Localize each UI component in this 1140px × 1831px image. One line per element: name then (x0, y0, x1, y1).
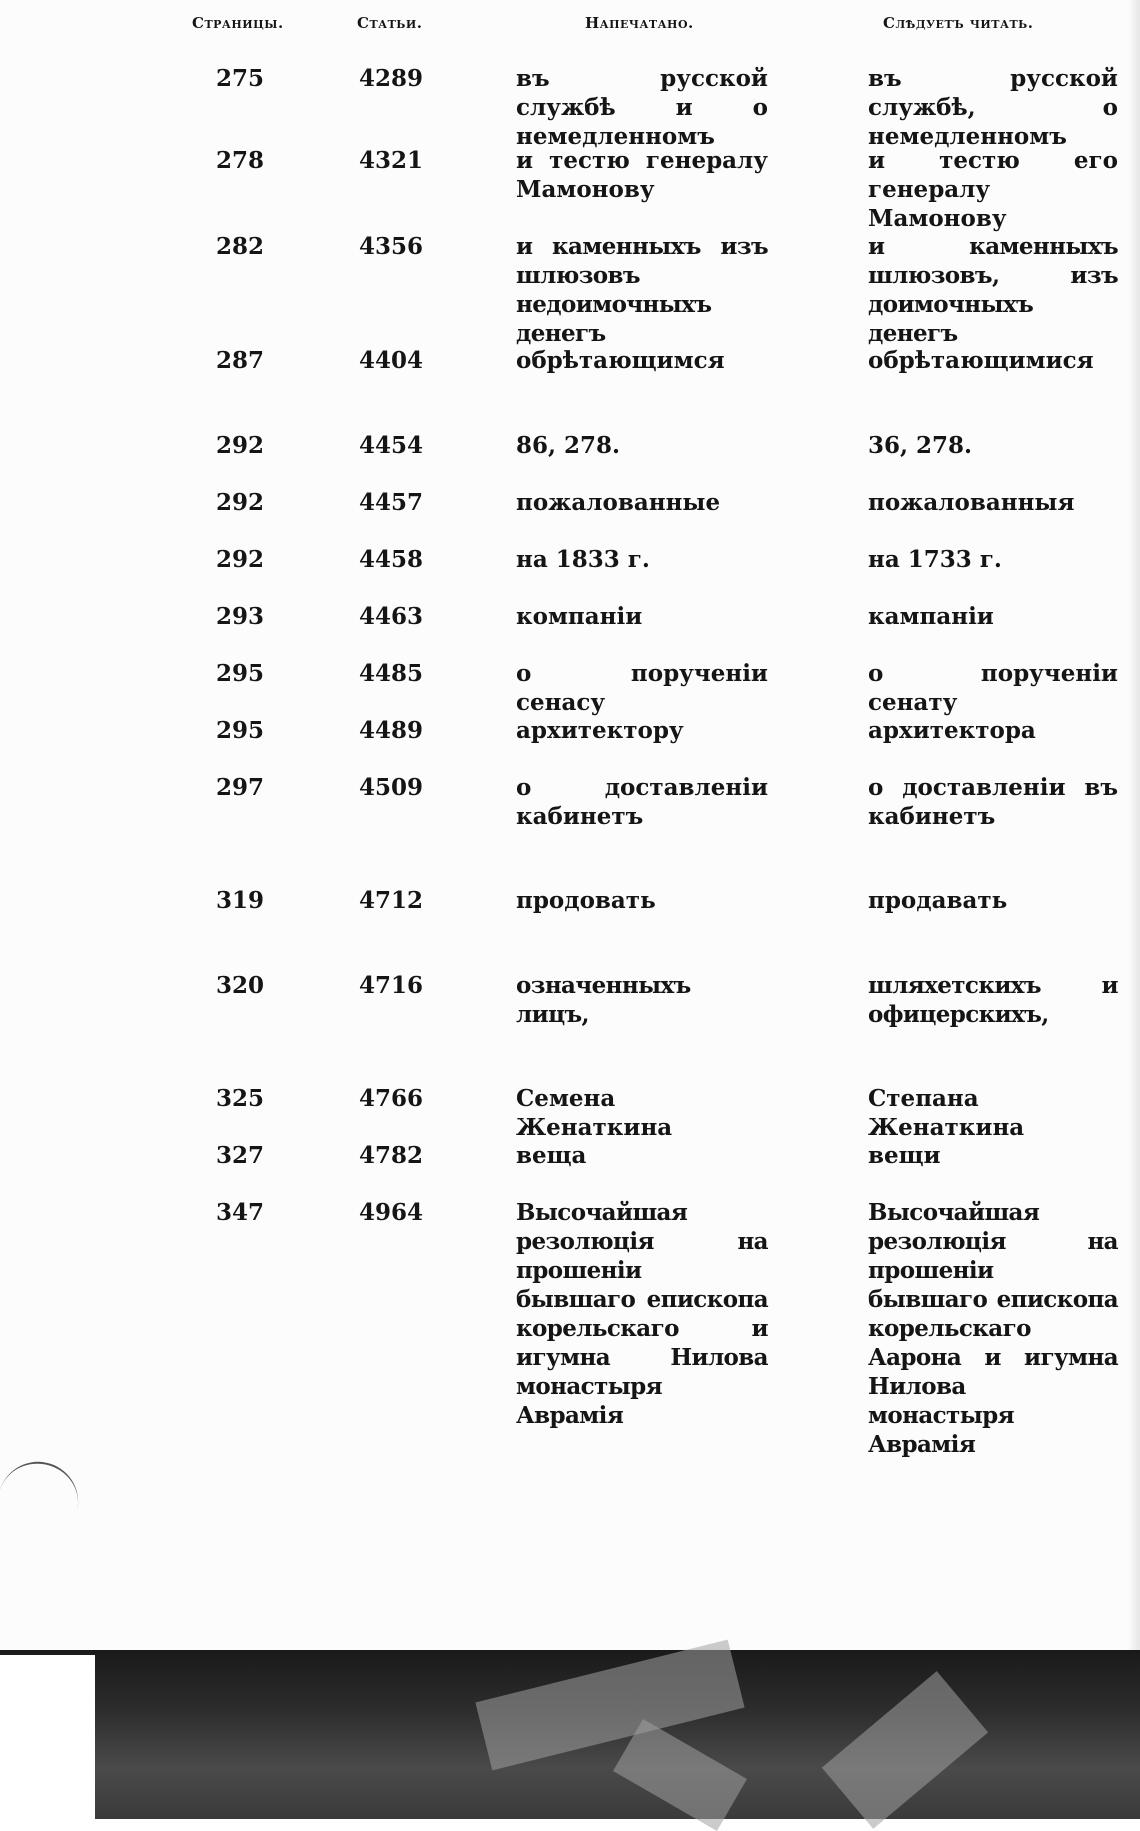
row-page: 327 (216, 1142, 265, 1169)
row-printed: веща (516, 1142, 587, 1169)
header-articles: Статьи. (357, 14, 423, 32)
row-printed: о доставленіи кабинетъ (516, 774, 768, 830)
row-printed: продовать (516, 887, 656, 914)
row-article: 4782 (359, 1142, 424, 1169)
row-should-read: въ русской службѣ, о немедленномъ (868, 65, 1118, 150)
row-article: 4321 (359, 147, 424, 174)
row-printed: въ русской службѣ и о немедленномъ (516, 65, 768, 150)
row-page: 320 (216, 972, 265, 999)
row-should-read: о доставленіи въ кабинетъ (868, 774, 1118, 830)
row-should-read: обрѣтающимися (868, 347, 1094, 374)
scan-corner-white (0, 1655, 95, 1819)
scan-background-area (0, 1650, 1140, 1819)
row-article: 4458 (359, 546, 424, 573)
row-printed: о порученіи сенасу (516, 660, 768, 716)
row-article: 4457 (359, 489, 424, 516)
row-page: 325 (216, 1085, 265, 1112)
row-page: 295 (216, 717, 265, 744)
page-fold-mark (0, 1454, 86, 1531)
row-page: 282 (216, 233, 265, 260)
row-page: 292 (216, 489, 265, 516)
row-article: 4964 (359, 1199, 424, 1226)
row-article: 4489 (359, 717, 424, 744)
row-page: 292 (216, 546, 265, 573)
scan-shard (822, 1671, 988, 1829)
row-page: 275 (216, 65, 265, 92)
row-should-read: Степана Женаткина (868, 1085, 1025, 1141)
row-should-read: и каменныхъ шлюзовъ, изъ доимочныхъ денегъ (868, 233, 1118, 347)
row-article: 4716 (359, 972, 424, 999)
row-printed: 86, 278. (516, 432, 621, 459)
row-should-read: о порученіи сенату (868, 660, 1118, 716)
row-should-read: пожалованныя (868, 489, 1075, 516)
row-should-read: архитектора (868, 717, 1036, 744)
row-printed: пожалованные (516, 489, 721, 516)
row-article: 4712 (359, 887, 424, 914)
row-page: 293 (216, 603, 265, 630)
row-printed: Высочайшая резолюція на прошеніи бывшаго епископа корельскаго и игумна Нилова монастыря Аврамія (516, 1199, 768, 1429)
column-headers (0, 14, 1140, 38)
row-should-read: вещи (868, 1142, 941, 1169)
row-printed: Семена Женаткина (516, 1085, 673, 1141)
row-should-read: и тестю его генералу Мамонову (868, 147, 1118, 232)
row-page: 347 (216, 1199, 265, 1226)
row-article: 4463 (359, 603, 424, 630)
row-page: 292 (216, 432, 265, 459)
row-printed: и каменныхъ изъ шлюзовъ недоимочныхъ денегъ (516, 233, 768, 347)
row-article: 4289 (359, 65, 424, 92)
row-page: 295 (216, 660, 265, 687)
row-page: 287 (216, 347, 265, 374)
row-should-read: кампаніи (868, 603, 994, 630)
row-should-read: 36, 278. (868, 432, 973, 459)
scan-shard (613, 1719, 747, 1831)
row-should-read: Высочайшая резолюція на прошеніи бывшаго епископа корельскаго Аарона и игумна Нилова монастыря Аврамія (868, 1199, 1118, 1458)
row-should-read: шляхетскихъ и офицерскихъ, (868, 972, 1118, 1028)
row-printed: компаніи (516, 603, 643, 630)
header-printed: Напечатано. (585, 14, 694, 32)
row-article: 4454 (359, 432, 424, 459)
row-should-read: на 1733 г. (868, 546, 1002, 573)
row-printed: обрѣтающимся (516, 347, 725, 374)
row-article: 4356 (359, 233, 424, 260)
row-printed: означенныхъ лицъ, (516, 972, 691, 1028)
row-page: 319 (216, 887, 265, 914)
row-article: 4766 (359, 1085, 424, 1112)
row-printed: на 1833 г. (516, 546, 650, 573)
row-printed: и тестю генералу Мамонову (516, 147, 768, 203)
scan-edge-shadow (1128, 0, 1140, 1819)
row-should-read: продавать (868, 887, 1008, 914)
row-printed: архитектору (516, 717, 684, 744)
scan-shard (475, 1640, 744, 1771)
header-pages: Страницы. (192, 14, 284, 32)
row-page: 297 (216, 774, 265, 801)
header-should-read: Слѣдуетъ читать. (883, 14, 1034, 32)
row-page: 278 (216, 147, 265, 174)
row-article: 4485 (359, 660, 424, 687)
row-article: 4509 (359, 774, 424, 801)
row-article: 4404 (359, 347, 424, 374)
